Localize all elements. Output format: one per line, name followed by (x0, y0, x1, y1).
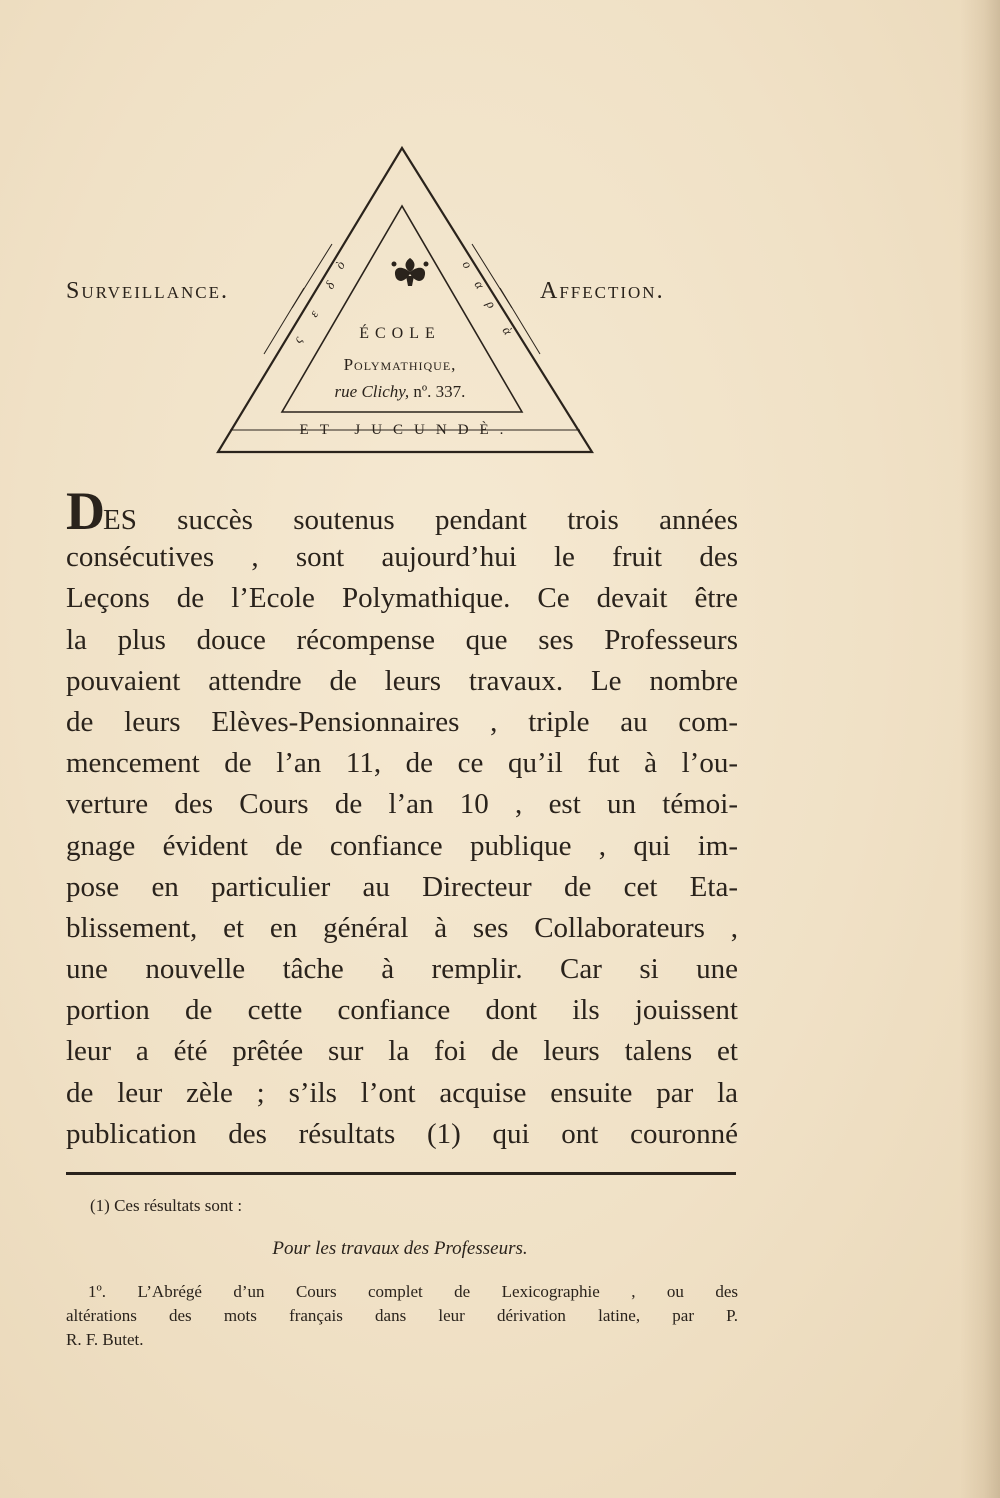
footnote-item (66, 1280, 738, 1352)
footnote-line: 1º. L’Abrégé d’un Cours complet de Lexicographie , ou des (88, 1282, 738, 1301)
svg-text:ò: ò (331, 258, 348, 272)
footnote-rule (66, 1172, 736, 1175)
text-line: de leurs Elèves-Pensionnaires , triple au com- (66, 705, 738, 738)
drop-cap: D (66, 481, 103, 541)
svg-text:ε: ε (305, 307, 322, 320)
text-line: gnage évident de confiance publique , qui im- (66, 829, 738, 862)
text-line: pose en particulier au Directeur de cet Eta- (66, 870, 738, 903)
school-address (300, 382, 500, 402)
text-line: de leur zèle ; s’ils l’ont acquise ensuite par la (66, 1076, 738, 1109)
text-line: publication des résultats (1) qui ont couronné (66, 1117, 738, 1150)
text-line: pouvaient attendre de leurs travaux. Le nombre (66, 664, 738, 697)
footnote-intro: (1) Ces résultats sont : (90, 1196, 243, 1215)
triangle-emblem (200, 140, 600, 470)
text-line: blissement, et en général à ses Collaborateurs , (66, 911, 738, 944)
text-line: une nouvelle tâche à remplir. Car si une (66, 953, 738, 986)
main-paragraph (66, 481, 738, 1155)
footnote-heading: Pour les travaux des Professeurs. (272, 1238, 528, 1259)
outer-triangle (218, 148, 592, 452)
text-line: Leçons de l’Ecole Polymathique. Ce devait être (66, 582, 738, 615)
svg-text:α: α (471, 277, 488, 292)
svg-text:δ: δ (321, 278, 338, 292)
svg-text:ο: ο (459, 257, 476, 272)
motto-et-jucunde: ET JUCUNDÈ. (299, 422, 515, 438)
svg-text:ς: ς (289, 333, 306, 346)
svg-text:ὰ: ὰ (499, 323, 516, 338)
svg-text:ρ: ρ (483, 297, 500, 311)
text-line: mencement de l’an 11, de ce qu’il fut à l’ou- (66, 747, 738, 780)
motto-surveillance: Surveillance. (66, 278, 229, 304)
school-number: nº. 337. (413, 382, 466, 401)
text-line: verture des Cours de l’an 10 , est un témoi- (66, 788, 738, 821)
text-line: consécutives , sont aujourd’hui le fruit des (66, 541, 738, 574)
fleuron-ornament (392, 258, 429, 286)
text-line: la plus douce récompense que ses Professeurs (66, 623, 738, 656)
school-street: rue Clichy, (334, 382, 410, 401)
motto-affection: Affection. (540, 278, 665, 304)
page-edge-shadow (960, 0, 1000, 1498)
footnote-line: R. F. Butet. (66, 1330, 144, 1349)
school-name-polymathique: Polymathique, (343, 355, 457, 374)
text-line-content: ES succès soutenus pendant trois années (103, 504, 738, 536)
footnote-line: altérations des mots français dans leur dérivation latine, par P. (66, 1306, 738, 1325)
text-line (66, 481, 738, 541)
text-line: leur a été prêtée sur la foi de leurs talens et (66, 1035, 738, 1068)
school-name-ecole: ÉCOLE (359, 325, 441, 342)
text-line: portion de cette confiance dont ils jouissent (66, 994, 738, 1027)
